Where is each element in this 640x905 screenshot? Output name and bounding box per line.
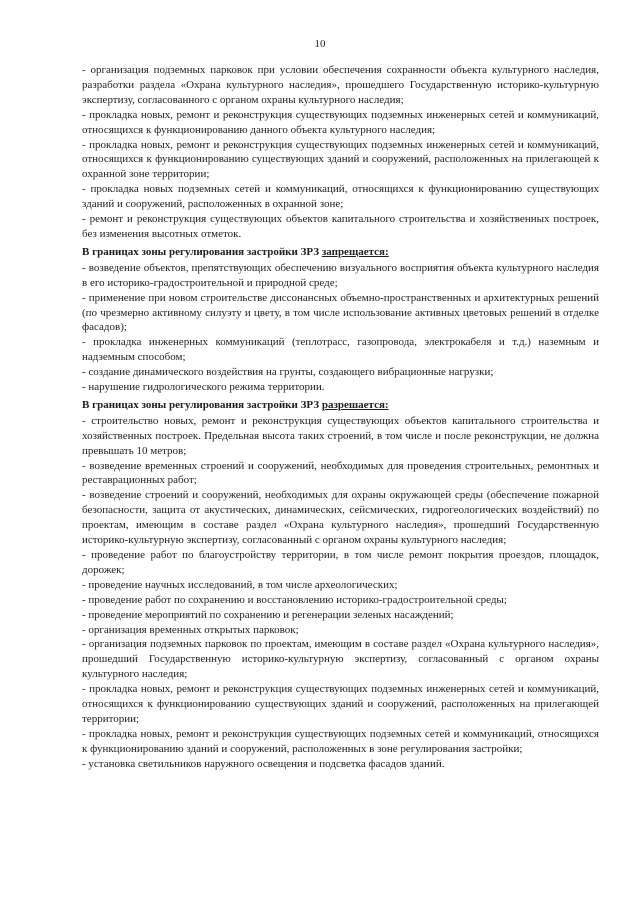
list-item: - возведение объектов, препятствующих обеспечению визуального восприятия объекта культурного наследия в его историко-градостроительной и природной среде;	[82, 261, 599, 289]
list-item: - строительство новых, ремонт и реконструкция существующих объектов капитального строительства и хозяйственных построек. Предельная высота таких строений, в том числе и после реконструкции, не должна превышать 10 метров;	[82, 414, 599, 457]
list-item: - установка светильников наружного освещения и подсветка фасадов зданий.	[82, 757, 445, 770]
heading-emphasis: разрешается:	[321, 398, 389, 411]
list-item: - прокладка новых, ремонт и реконструкция существующих подземных инженерных сетей и коммуникаций, относящихся к функционированию существующих зданий и сооружений, расположенных на прилегающей территории;	[82, 683, 599, 725]
list-item: - организация подземных парковок при условии обеспечения сохранности объекта культурного наследия, разработки раздела «Охрана культурного наследия», прошедшего Государственную историко-культурную экспертизу, согласованного с органом охраны культурного наследия;	[82, 64, 599, 106]
list-item: - проведение мероприятий по сохранению и регенерации зеленых насаждений;	[82, 608, 454, 621]
heading-text: В границах зоны регулирования застройки ЗРЗ	[82, 245, 322, 258]
heading-emphasis: запрещается:	[321, 245, 389, 258]
list-item: - создание динамического воздействия на грунты, создающего вибрационные нагрузки;	[82, 366, 494, 379]
heading-text: В границах зоны регулирования застройки ЗРЗ	[82, 398, 322, 411]
list-item: - применение при новом строительстве диссонансных объемно-пространственных и архитектурных решений (по чрезмерно активному силуэту и цвету, в том числе использование активных цветовых решений в отделке фасадов);	[82, 291, 599, 334]
list-item: - организация подземных парковок по проектам, имеющим в составе раздел «Охрана культурного наследия», прошедший Государственную историко-культурную экспертизу, согласованный с органом охраны культурного наследия;	[82, 638, 599, 681]
list-item: - прокладка новых, ремонт и реконструкция существующих подземных инженерных сетей и коммуникаций, относящихся к функционированию существующих зданий и сооружений, расположенных на прилегающей к охранной зоне территории;	[82, 138, 599, 181]
list-item: - прокладка новых, ремонт и реконструкция существующих подземных инженерных сетей и коммуникаций, относящихся к функционированию данного объекта культурного наследия;	[82, 108, 599, 136]
list-item: - возведение строений и сооружений, необходимых для охраны окружающей среды (обеспечение пожарной безопасности, защита от акустических, динамических, сейсмических, гидрогеологических воздействий) по проектам, имеющим в составе раздел «Охрана культурного наследия», прошедший Государственную историко-культурную экспертизу, согласованный с органом охраны культурного наследия;	[82, 489, 599, 547]
list-item: - прокладка инженерных коммуникаций (теплотрасс, газопровода, электрокабеля и т.д.) наземным и надземным способом;	[82, 336, 599, 364]
document-body	[82, 63, 599, 772]
list-item: - ремонт и реконструкция существующих объектов капитального строительства и хозяйственных построек, без изменения высотных отметок.	[82, 213, 599, 240]
page-number: 10	[314, 38, 326, 50]
list-item: - проведение работ по сохранению и восстановлению историко-градостроительной среды;	[82, 593, 507, 606]
list-item: - нарушение гидрологического режима территории.	[82, 381, 325, 394]
list-item: - прокладка новых, ремонт и реконструкция существующих подземных сетей и коммуникаций, относящихся к функционированию зданий и сооружений, расположенных в зоне регулирования застройки;	[82, 727, 599, 755]
list-item: - проведение научных исследований, в том числе археологических;	[82, 578, 398, 591]
list-item: - прокладка новых подземных сетей и коммуникаций, относящихся к функционированию существующих зданий и сооружений, расположенных в охранной зоне;	[82, 183, 599, 211]
section-heading-allowed	[82, 398, 599, 413]
list-item: - организация временных открытых парковок;	[82, 623, 299, 636]
section-heading-forbidden	[82, 245, 599, 260]
list-item: - проведение работ по благоустройству территории, в том числе ремонт покрытия проездов, площадок, дорожек;	[82, 549, 599, 576]
list-item: - возведение временных строений и сооружений, необходимых для проведения строительных, ремонтных и реставрационных работ;	[82, 459, 599, 487]
